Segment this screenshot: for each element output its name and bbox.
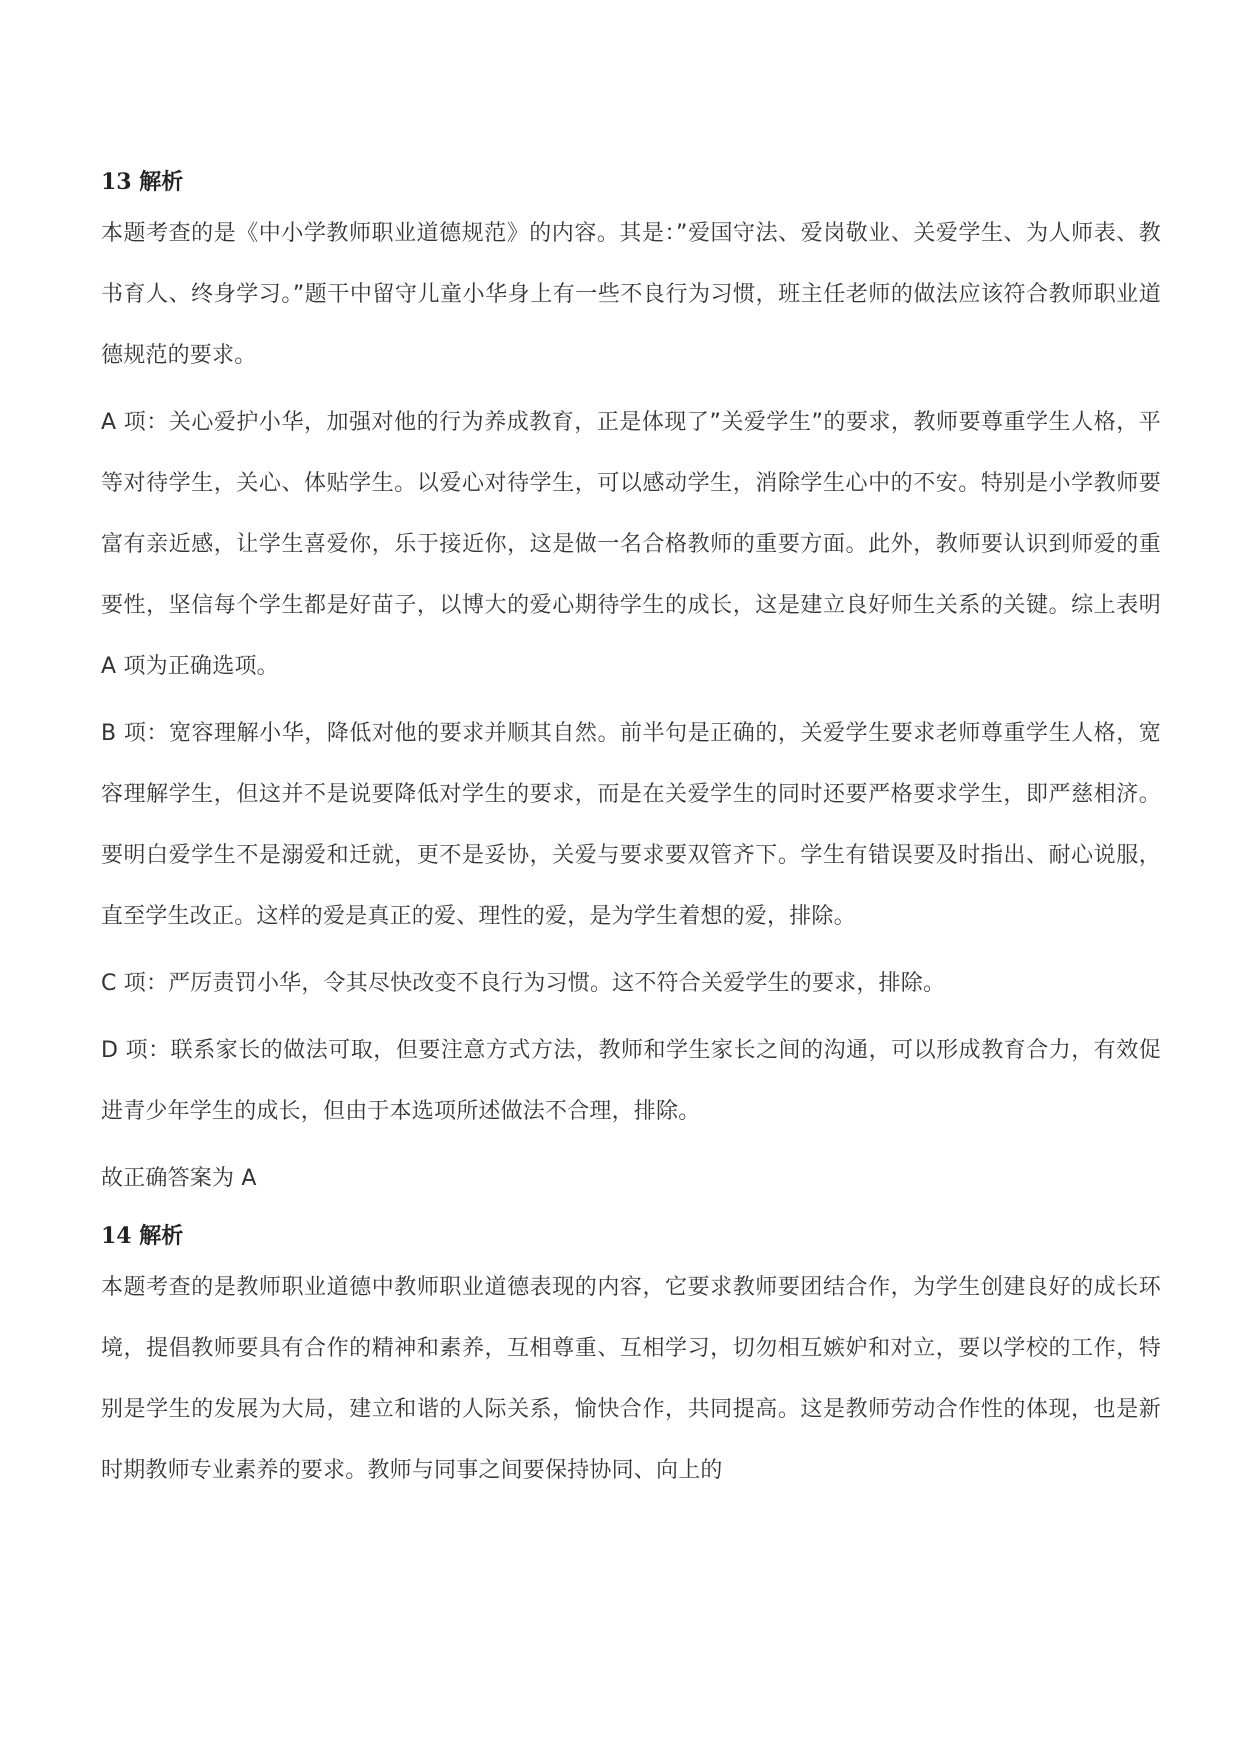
paragraph-option-c: C 项：严厉责罚小华，令其尽快改变不良行为习惯。这不符合关爱学生的要求，排除。 xyxy=(101,971,946,996)
paragraph-option-d: D 项：联系家长的做法可取，但要注意方式方法，教师和学生家长之间的沟通，可以形成教育合力，有效促进青少年学生的成长，但由于本选项所述做法不合理，排除。 xyxy=(101,1038,1161,1124)
section-title: 13 解析 xyxy=(101,169,184,195)
paragraph: 本题考查的是《中小学教师职业道德规范》的内容。其是：”爱国守法、爱岗敬业、关爱学生、为人师表、教书育人、终身学习。”题干中留守儿童小华身上有一些不良行为习惯，班主任老师的做法应该符合教师职业道德规范的要求。 xyxy=(101,221,1161,368)
paragraph-answer: 故正确答案为 A xyxy=(101,1166,257,1191)
paragraph-option-a: A 项：关心爱护小华，加强对他的行为养成教育，正是体现了”关爱学生”的要求，教师要尊重学生人格，平等对待学生，关心、体贴学生。以爱心对待学生，可以感动学生，消除学生心中的不安。特别是小学教师要富有亲近感，让学生喜爱你，乐于接近你，这是做一名合格教师的重要方面。此外，教师要认识到师爱的重要性，坚信每个学生都是好苗子，以博大的爱心期待学生的成长，这是建立良好师生关系的关键。综上表明 A 项为正确选项。 xyxy=(101,410,1161,679)
document-page xyxy=(101,165,1161,1501)
section-title: 14 解析 xyxy=(101,1223,184,1249)
section-14 xyxy=(101,1219,1161,1501)
paragraph: 本题考查的是教师职业道德中教师职业道德表现的内容，它要求教师要团结合作，为学生创建良好的成长环境，提倡教师要具有合作的精神和素养，互相尊重、互相学习，切勿相互嫉妒和对立，要以学校的工作，特别是学生的发展为大局，建立和谐的人际关系，愉快合作，共同提高。这是教师劳动合作性的体现，也是新时期教师专业素养的要求。教师与同事之间要保持协同、向上的 xyxy=(101,1275,1161,1483)
paragraph-option-b: B 项：宽容理解小华，降低对他的要求并顺其自然。前半句是正确的，关爱学生要求老师尊重学生人格，宽容理解学生，但这并不是说要降低对学生的要求，而是在关爱学生的同时还要严格要求学生，即严慈相济。要明白爱学生不是溺爱和迁就，更不是妥协，关爱与要求要双管齐下。学生有错误要及时指出、耐心说服，直至学生改正。这样的爱是真正的爱、理性的爱，是为学生着想的爱，排除。 xyxy=(101,721,1161,929)
section-13 xyxy=(101,165,1161,1209)
